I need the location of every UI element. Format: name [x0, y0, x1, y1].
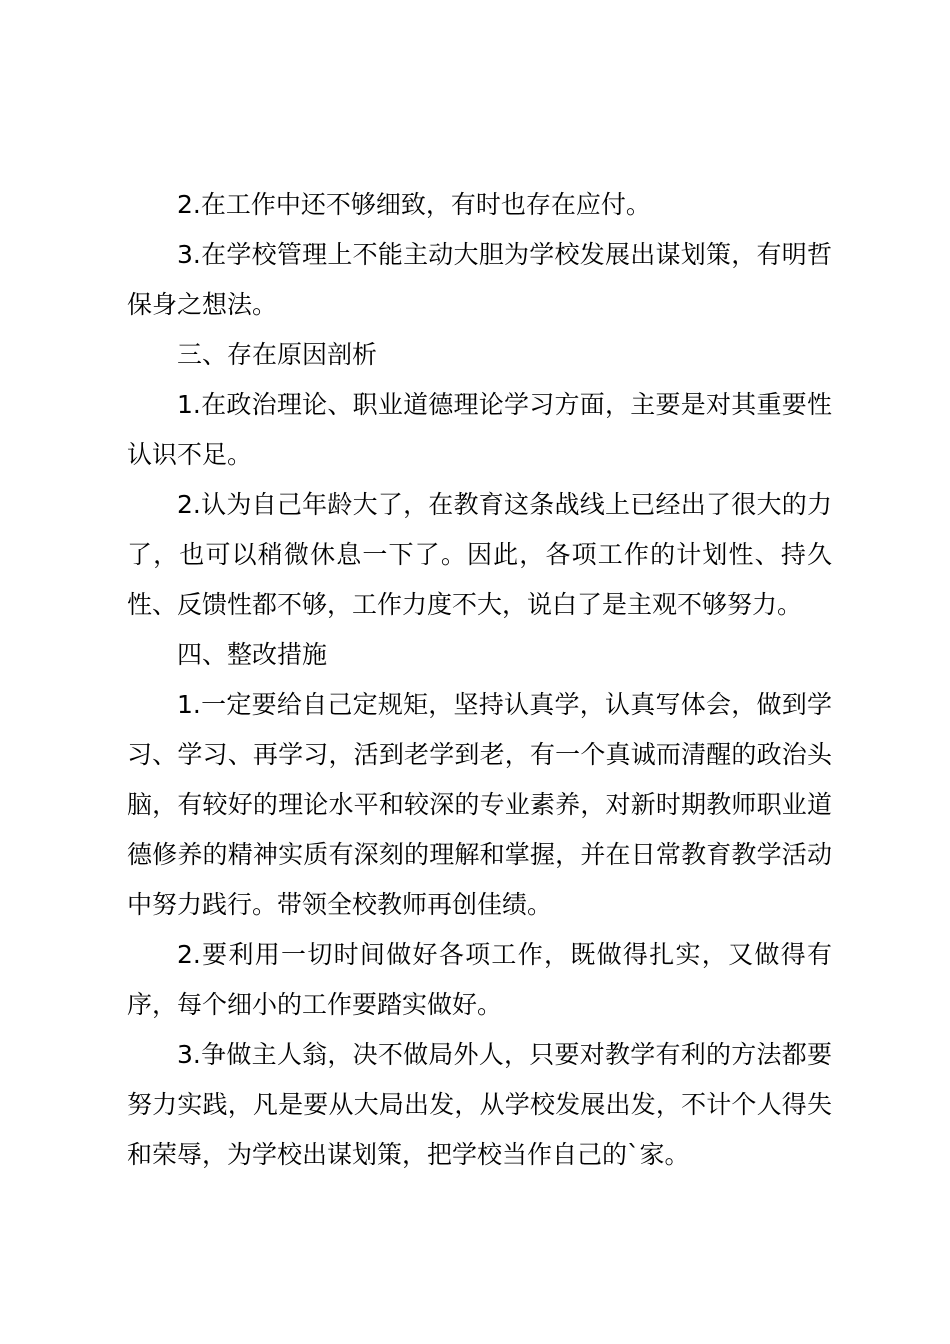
section-heading-rectification-measures: 四、整改措施	[177, 640, 328, 669]
paragraph-measure-3: 3.争做主人翁，决不做局外人，只要对教学有利的方法都要努力实践，凡是要从大局出发，从学校发展出发，不计个人得失和荣辱，为学校出谋划策，把学校当作自己的`家。	[127, 1040, 832, 1169]
paragraph-item-2-detail: 2.在工作中还不够细致，有时也存在应付。	[177, 190, 651, 219]
section-heading-cause-analysis: 三、存在原因剖析	[177, 340, 378, 369]
document-body	[127, 180, 832, 1180]
paragraph-measure-1: 1.一定要给自己定规矩，坚持认真学，认真写体会，做到学习、学习、再学习，活到老学到老，有一个真诚而清醒的政治头脑，有较好的理论水平和较深的专业素养，对新时期教师职业道德修养的精神实质有深刻的理解和掌握，并在日常教育教学活动中努力践行。带领全校教师再创佳绩。	[127, 690, 832, 919]
paragraph-item-3-management: 3.在学校管理上不能主动大胆为学校发展出谋划策，有明哲保身之想法。	[127, 240, 832, 319]
paragraph-cause-1: 1.在政治理论、职业道德理论学习方面，主要是对其重要性认识不足。	[127, 390, 832, 469]
paragraph-measure-2: 2.要利用一切时间做好各项工作，既做得扎实，又做得有序，每个细小的工作要踏实做好。	[127, 940, 832, 1019]
paragraph-cause-2: 2.认为自己年龄大了，在教育这条战线上已经出了很大的力了，也可以稍微休息一下了。因此，各项工作的计划性、持久性、反馈性都不够，工作力度不大，说白了是主观不够努力。	[127, 490, 832, 619]
